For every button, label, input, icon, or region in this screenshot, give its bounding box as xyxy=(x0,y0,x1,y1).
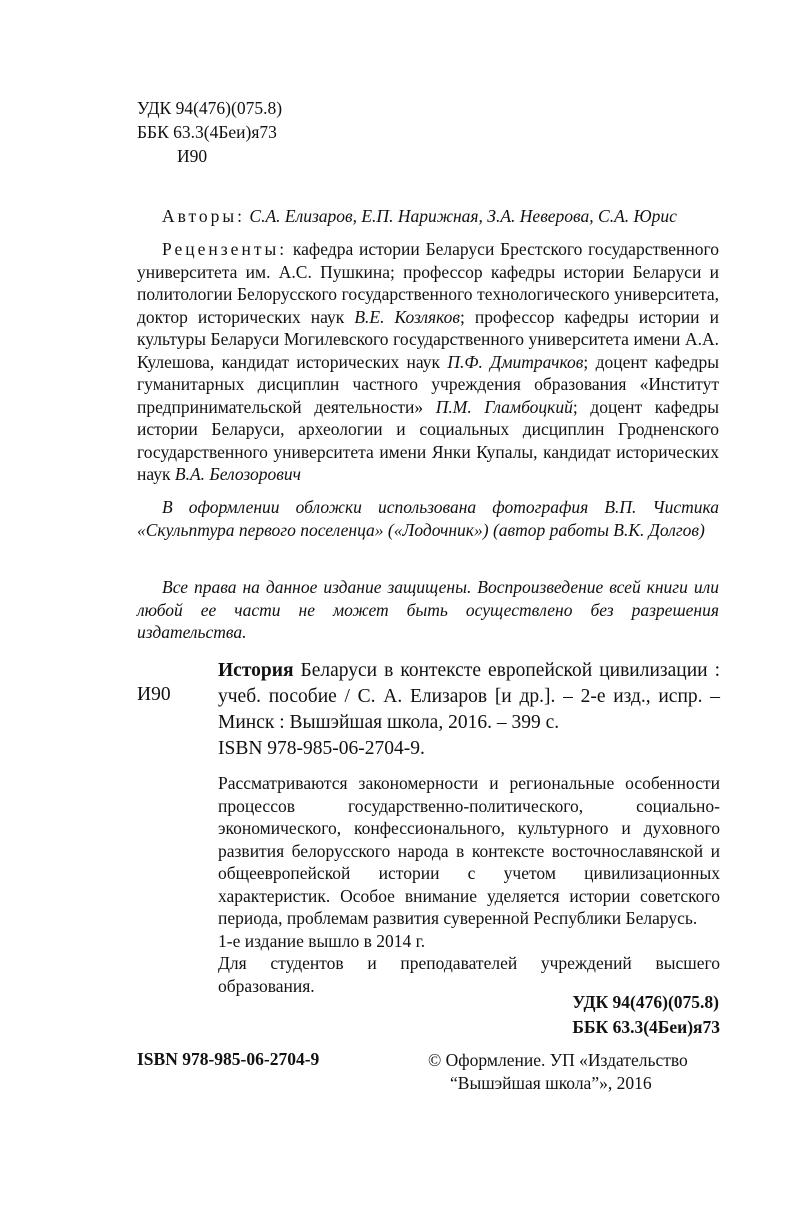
bibliographic-index: И90 xyxy=(137,684,171,705)
udc-code: УДК 94(476)(075.8) xyxy=(137,98,283,118)
reviewers-label: Рецензенты: xyxy=(162,239,288,259)
rights-note: Все права на данное издание защищены. Воспроизведение всей книги или любой ее части не может быть осуществлено без разрешения издательства. xyxy=(137,577,719,642)
reviewers-text-1: кафедра истории Беларуси Брестского государственного университета им. А.С. Пушкина; профессор кафедры истории Беларуси и политологии Белорусского государственного технологического университета, доктор исторических наук xyxy=(137,239,720,327)
reviewer-name-4: В.А. Белозорович xyxy=(174,464,301,484)
reviewer-name-3: П.М. Гламбоцкий xyxy=(435,396,573,417)
reviewer-name-1: В.Е. Козляков xyxy=(354,306,460,327)
bbk-code: ББК 63.3(4Беи)я73 xyxy=(137,122,277,142)
copyright-line-1: © Оформление. УП «Издательство xyxy=(428,1050,688,1070)
annotation-audience: Для студентов и преподавателей учреждений высшего образования. xyxy=(218,953,720,996)
bbk-code-bottom: ББК 63.3(4Беи)я73 xyxy=(572,1017,720,1037)
bibliographic-description: Беларуси в контексте европейской цивилизации : учеб. пособие / С. А. Елизаров [и др.]. – 2-е изд., испр. – Минск : Вышэйшая школа, 2016. – 399 с. xyxy=(218,660,720,733)
annotation-abstract: Рассматриваются закономерности и региональные особенности процессов государственно-политического, социально-экономического, конфессионального, культурного и духовного развития белорусского народа в контексте восточнославянской и общеевропейской истории с учетом цивилизационных характеристик. Особое внимание уделяется истории советского периода, проблемам развития суверенной Республики Беларусь. xyxy=(218,773,720,928)
annotation-first-edition: 1-е издание вышло в 2014 г. xyxy=(218,930,426,951)
copyright-line-2: “Вышэйшая школа”», 2016 xyxy=(450,1073,652,1093)
classification-codes-bottom xyxy=(572,990,720,1040)
classification-codes-top xyxy=(137,96,282,168)
reviewers-paragraph xyxy=(137,238,719,486)
authors-label: Авторы: xyxy=(162,206,246,226)
udc-code-bottom: УДК 94(476)(075.8) xyxy=(572,992,719,1012)
reviewers-text-2: ; профессор кафедры истории и культуры Беларуси Могилевского государственного университета имени А.А. Кулешова, кандидат исторических наук xyxy=(137,306,719,372)
author-index: И90 xyxy=(177,146,208,166)
reviewer-name-2: П.Ф. Дмитрачков xyxy=(447,351,584,372)
reviewers-text-3: ; доцент кафедры гуманитарных дисциплин частного учреждения образования «Институт предпринимательской деятельности» xyxy=(137,351,719,417)
isbn-bottom: ISBN 978-985-06-2704-9 xyxy=(137,1049,320,1069)
authors-names: С.А. Елизаров, Е.П. Нарижная, З.А. Неверова, С.А. Юрис xyxy=(249,206,677,226)
cover-note: В оформлении обложки использована фотография В.П. Чистика «Скульптура первого поселенца» («Лодочник») (автор работы В.К. Долгов) xyxy=(137,497,719,540)
annotation xyxy=(218,772,720,997)
copyright-notice xyxy=(428,1049,688,1095)
title-word: История xyxy=(218,660,294,681)
reviewers-text-4: ; доцент кафедры истории Беларуси, археологии и социальных дисциплин Гродненского государственного университета имени Янки Купалы, кандидат исторических наук xyxy=(137,396,719,484)
bibliographic-isbn: ISBN 978-985-06-2704-9. xyxy=(218,738,425,759)
authors-line xyxy=(137,205,719,228)
bibliographic-record xyxy=(218,658,720,762)
